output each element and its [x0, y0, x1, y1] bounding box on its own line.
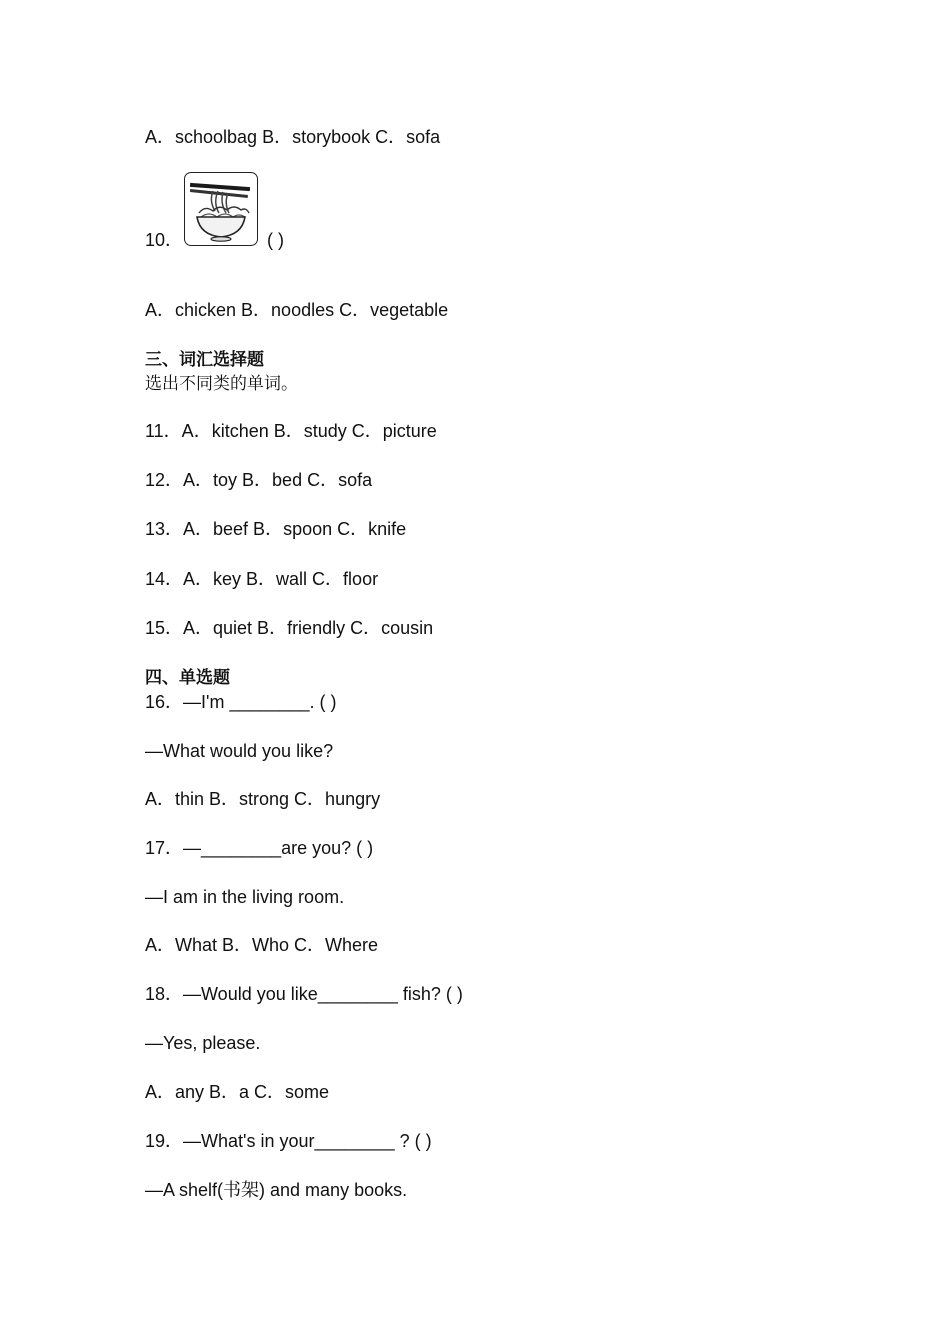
q17-options: A．What B．Who C．Where	[145, 935, 379, 955]
q19-prompt: 19．—What's in your________ ? ( )	[145, 1131, 432, 1151]
question-12: 12．A．toy B．bed C．sofa	[145, 470, 373, 490]
q18-reply: —Yes, please.	[145, 1033, 261, 1053]
q16-prompt: 16．—I'm ________. ( )	[145, 692, 337, 712]
question-11: 11．A．kitchen B．study C．picture	[145, 421, 437, 441]
q19-reply: —A shelf(书架) and many books.	[145, 1180, 408, 1200]
q17-reply: —I am in the living room.	[145, 887, 345, 907]
q18-options: A．any B．a C．some	[145, 1082, 330, 1102]
q17-prompt: 17．—________are you? ( )	[145, 838, 374, 858]
q9-options: A．schoolbag B．storybook C．sofa	[145, 127, 441, 147]
q10-number: 10．	[145, 230, 184, 250]
question-13: 13．A．beef B．spoon C．knife	[145, 519, 407, 539]
noodles-bowl-icon	[184, 172, 258, 246]
question-14: 14．A．key B．wall C．floor	[145, 569, 379, 589]
q16-reply: —What would you like?	[145, 741, 334, 761]
q16-options: A．thin B．strong C．hungry	[145, 789, 381, 809]
section-4-heading: 四、单选题	[145, 668, 230, 688]
q18-prompt: 18．—Would you like________ fish? ( )	[145, 984, 463, 1004]
section-3-instruction: 选出不同类的单词。	[145, 374, 298, 394]
q10-options: A．chicken B．noodles C．vegetable	[145, 300, 449, 320]
question-15: 15．A．quiet B．friendly C．cousin	[145, 618, 434, 638]
section-3-heading: 三、词汇选择题	[145, 350, 264, 370]
q10-answer-paren: ( )	[267, 230, 284, 250]
